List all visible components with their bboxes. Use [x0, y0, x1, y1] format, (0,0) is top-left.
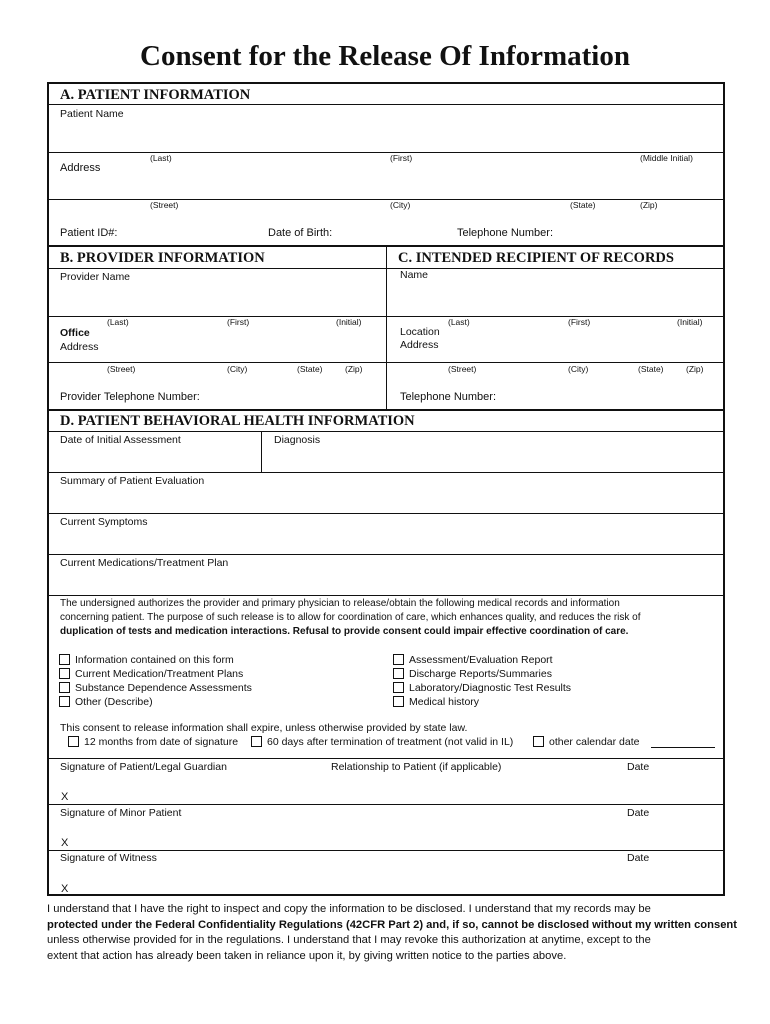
signature-x-mark[interactable]: X — [61, 883, 69, 895]
footer-line: protected under the Federal Confidentiality Regulations (42CFR Part 2) and, if so, cannot be disclosed without my written consent — [47, 918, 737, 931]
city-label: (City) — [568, 364, 589, 374]
section-d-header: D. PATIENT BEHAVIORAL HEALTH INFORMATION — [60, 413, 415, 429]
first-label: (First) — [568, 317, 591, 327]
records-checkbox[interactable] — [393, 654, 404, 665]
initial-label: (Initial) — [677, 317, 703, 327]
expiry-checkbox-60-days[interactable] — [251, 736, 262, 747]
state-label: (State) — [297, 364, 323, 374]
street-label: (Street) — [448, 364, 477, 374]
date-label: Date — [627, 807, 650, 819]
footer-line: I understand that I have the right to inspect and copy the information to be disclosed. I understand that my records may be — [47, 903, 651, 915]
street-label: (Street) — [107, 364, 136, 374]
rule — [47, 554, 725, 555]
state-label: (State) — [570, 200, 596, 210]
expiry-option-label: 12 months from date of signature — [84, 736, 239, 748]
records-option-label: Discharge Reports/Summaries — [409, 668, 552, 680]
section-c-header: C. INTENDED RECIPIENT OF RECORDS — [398, 250, 674, 266]
diagnosis-label: Diagnosis — [274, 434, 321, 446]
rule — [47, 804, 725, 805]
city-label: (City) — [227, 364, 248, 374]
last-label: (Last) — [448, 317, 470, 327]
date-label: Date — [627, 761, 650, 773]
authorization-line: concerning patient. The purpose of such release is to allow for coordination of care, which enhances quality, and reduces the risk of — [60, 612, 641, 623]
records-checkbox[interactable] — [59, 682, 70, 693]
date-initial-assessment-label: Date of Initial Assessment — [60, 434, 181, 446]
rule — [47, 850, 725, 851]
records-option-label: Laboratory/Diagnostic Test Results — [409, 682, 572, 694]
other-date-blank[interactable] — [651, 747, 715, 748]
street-label: (Street) — [150, 200, 179, 210]
records-checkbox[interactable] — [59, 696, 70, 707]
address-label: Address — [60, 341, 99, 353]
zip-label: (Zip) — [686, 364, 704, 374]
footer-line: extent that action has already been taken in reliance upon it, by giving written notice to the parties above. — [47, 949, 567, 962]
rule — [47, 152, 725, 153]
rule — [47, 513, 725, 514]
zip-label: (Zip) — [640, 200, 658, 210]
first-label: (First) — [227, 317, 250, 327]
column-divider — [386, 245, 387, 409]
initial-label: (Initial) — [336, 317, 362, 327]
city-label: (City) — [390, 200, 411, 210]
expiry-intro: This consent to release information shall expire, unless otherwise provided by state law. — [60, 722, 468, 734]
relationship-label: Relationship to Patient (if applicable) — [331, 761, 502, 773]
authorization-line: duplication of tests and medication interactions. Refusal to provide consent could impair effective coordination of care. — [60, 626, 629, 637]
section-b-header: B. PROVIDER INFORMATION — [60, 250, 265, 266]
records-option-label: Medical history — [409, 696, 480, 708]
symptoms-label: Current Symptoms — [60, 516, 148, 528]
records-checkbox[interactable] — [393, 696, 404, 707]
signature-x-mark[interactable]: X — [61, 791, 69, 803]
witness-signature-label: Signature of Witness — [60, 852, 157, 864]
office-label: Office — [60, 327, 90, 339]
records-option-label: Other (Describe) — [75, 696, 153, 708]
rule — [47, 758, 725, 759]
address-label: Address — [400, 339, 439, 351]
rule — [47, 595, 725, 596]
patient-telephone-label: Telephone Number: — [457, 227, 554, 239]
date-label: Date — [627, 852, 650, 864]
rule — [47, 104, 725, 105]
middle-initial-label: (Middle Initial) — [640, 153, 693, 163]
column-divider — [261, 431, 262, 472]
medications-label: Current Medications/Treatment Plan — [60, 557, 229, 569]
records-option-label: Assessment/Evaluation Report — [409, 654, 553, 666]
address-label: Address — [60, 162, 101, 174]
patient-name-label: Patient Name — [60, 108, 124, 120]
expiry-option-label: 60 days after termination of treatment (not valid in IL) — [267, 736, 514, 748]
minor-signature-label: Signature of Minor Patient — [60, 807, 182, 819]
signature-x-mark[interactable]: X — [61, 837, 69, 849]
zip-label: (Zip) — [345, 364, 363, 374]
records-checkbox[interactable] — [59, 654, 70, 665]
records-option-label: Current Medication/Treatment Plans — [75, 668, 244, 680]
expiry-option-label: other calendar date — [549, 736, 640, 748]
patient-id-label: Patient ID#: — [60, 227, 118, 239]
authorization-line: The undersigned authorizes the provider and primary physician to release/obtain the following medical records and information — [60, 598, 620, 609]
last-label: (Last) — [150, 153, 172, 163]
recipient-telephone-label: Telephone Number: — [400, 391, 497, 403]
records-checkbox[interactable] — [393, 668, 404, 679]
footer-statement — [47, 902, 737, 964]
provider-name-label: Provider Name — [60, 271, 131, 283]
page-title: Consent for the Release Of Information — [140, 40, 630, 72]
rule — [47, 409, 725, 411]
location-label: Location — [400, 326, 440, 338]
footer-line: unless otherwise provided for in the regulations. I understand that I may revoke this authorization at anytime, except to the — [47, 934, 651, 946]
expiry-checkbox-12-months[interactable] — [68, 736, 79, 747]
form-frame — [47, 82, 725, 896]
summary-label: Summary of Patient Evaluation — [60, 475, 205, 487]
provider-telephone-label: Provider Telephone Number: — [60, 391, 200, 403]
records-option-label: Information contained on this form — [75, 654, 234, 666]
section-a-header: A. PATIENT INFORMATION — [60, 87, 251, 103]
rule — [47, 431, 725, 432]
records-option-label: Substance Dependence Assessments — [75, 682, 252, 694]
records-checkbox[interactable] — [59, 668, 70, 679]
dob-label: Date of Birth: — [268, 227, 333, 239]
expiry-checkbox-other-date[interactable] — [533, 736, 544, 747]
records-checkbox[interactable] — [393, 682, 404, 693]
rule — [47, 472, 725, 473]
recipient-name-label: Name — [400, 269, 429, 281]
patient-signature-label: Signature of Patient/Legal Guardian — [60, 761, 227, 773]
rule — [47, 199, 725, 200]
state-label: (State) — [638, 364, 664, 374]
first-label: (First) — [390, 153, 413, 163]
last-label: (Last) — [107, 317, 129, 327]
